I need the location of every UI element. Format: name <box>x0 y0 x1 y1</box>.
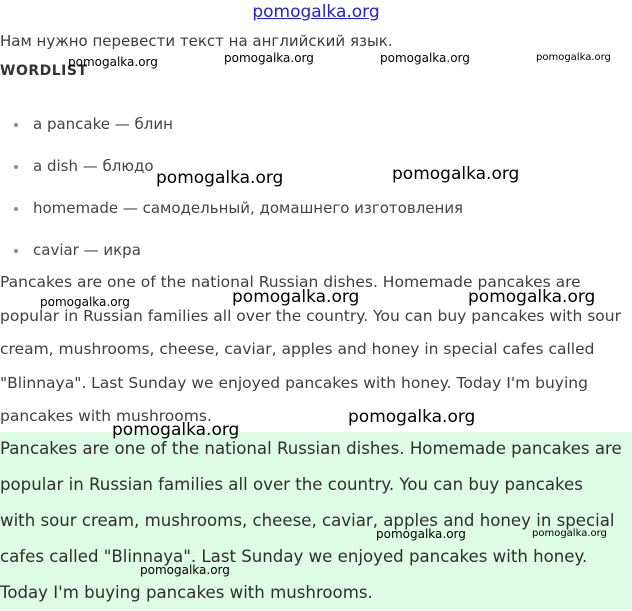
bullet-icon <box>14 249 18 253</box>
watermark: pomogalka.org <box>68 55 158 69</box>
source-paragraph: Pancakes are one of the national Russian dishes. Homemade pancakes are popular in Russian families all over the country. You can buy pancakes with sour cream, mushrooms, cheese, caviar, apples and honey in special cafes called "Blinnaya". Last Sunday we enjoyed pancakes with honey. Today I'm buying pancakes with mushrooms. <box>0 273 621 425</box>
watermark: pomogalka.org <box>380 51 470 65</box>
wordlist-item: a pancake — блин <box>14 113 463 155</box>
answer-paragraph: Pancakes are one of the national Russian dishes. Homemade pancakes are popular in Russian families all over the country. You can buy pancakes with sour cream, mushrooms, cheese, caviar, apples and honey in special cafes called "Blinnaya". Last Sunday we enjoyed pancakes with honey. Today I'm buying pancakes with mushrooms. <box>0 439 622 602</box>
watermark: pomogalka.org <box>348 407 476 427</box>
watermark: pomogalka.org <box>40 295 130 309</box>
wordlist-item: caviar — икра <box>14 239 463 281</box>
wordlist <box>14 113 463 281</box>
bullet-icon <box>14 165 18 169</box>
site-link[interactable]: pomogalka.org <box>252 2 380 22</box>
bullet-icon <box>14 207 18 211</box>
bullet-icon <box>14 123 18 127</box>
watermark: pomogalka.org <box>532 528 607 539</box>
wordlist-item: a dish — блюдо <box>14 155 463 197</box>
watermark: pomogalka.org <box>536 52 611 63</box>
watermark: pomogalka.org <box>232 287 360 307</box>
watermark: pomogalka.org <box>156 168 284 188</box>
watermark: pomogalka.org <box>468 287 596 307</box>
watermark: pomogalka.org <box>392 164 520 184</box>
wordlist-item: homemade — самодельный, домашнего изготовления <box>14 197 463 239</box>
task-instruction: Нам нужно перевести текст на английский язык. <box>0 32 393 50</box>
wordlist-heading: WORDLIST <box>0 63 88 79</box>
watermark: pomogalka.org <box>224 51 314 65</box>
watermark: pomogalka.org <box>112 420 240 440</box>
watermark: pomogalka.org <box>140 563 230 577</box>
watermark: pomogalka.org <box>376 527 466 541</box>
